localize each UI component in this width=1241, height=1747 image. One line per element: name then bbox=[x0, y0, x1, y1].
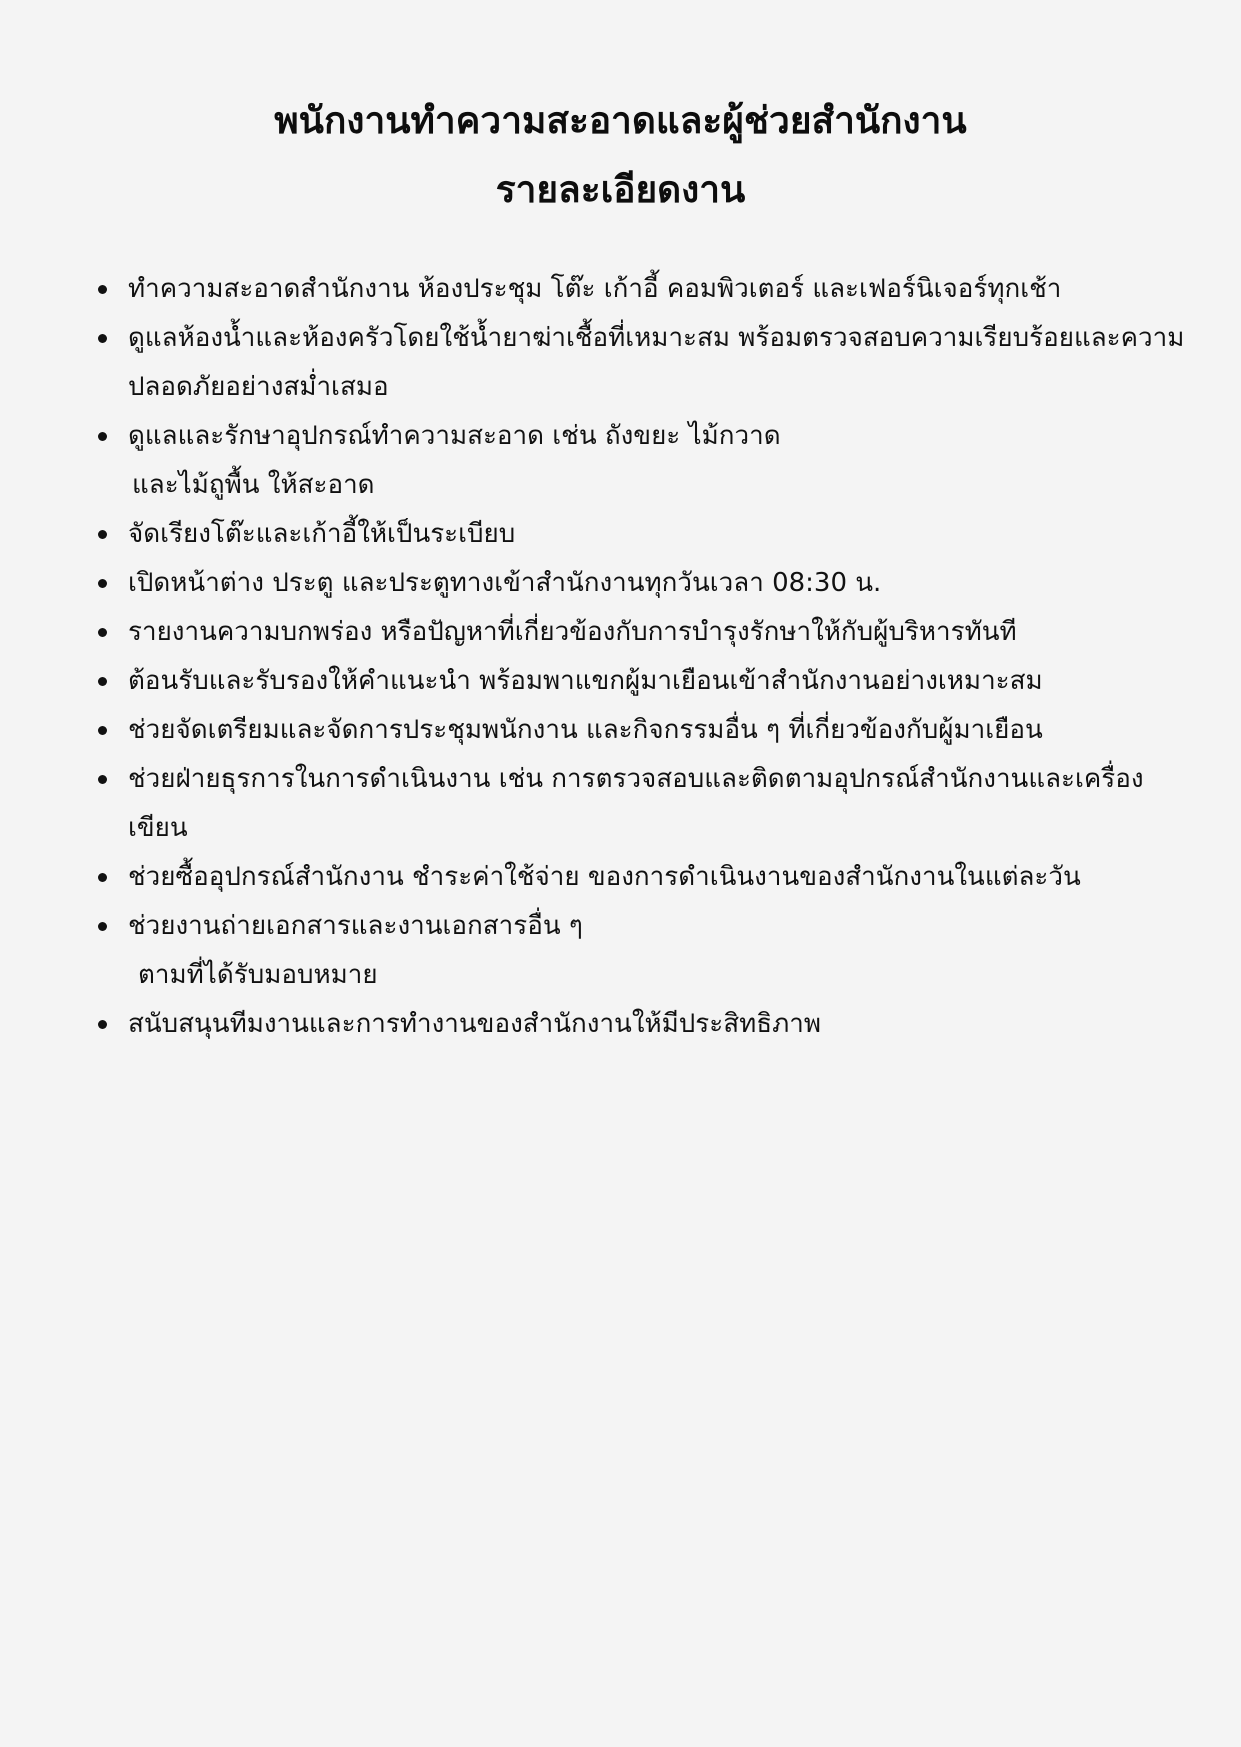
duty-text: ช่วยซื้ออุปกรณ์สำนักงาน ชำระค่าใช้จ่าย ของการดำเนินงานของสำนักงานในแต่ละวัน bbox=[128, 862, 1081, 892]
duty-text: เปิดหน้าต่าง ประตู และประตูทางเข้าสำนักงานทุกวันเวลา 08:30 น. bbox=[128, 568, 882, 598]
bullet-icon bbox=[98, 285, 107, 294]
list-item bbox=[88, 314, 1185, 412]
duty-text: ช่วยฝ่ายธุรการในการดำเนินงาน เช่น การตรวจสอบและติดตามอุปกรณ์สำนักงานและเครื่อง bbox=[128, 764, 1144, 794]
duty-text: ทำความสะอาดสำนักงาน ห้องประชุม โต๊ะ เก้าอี้ คอมพิวเตอร์ และเฟอร์นิเจอร์ทุกเช้า bbox=[128, 274, 1062, 304]
duty-text-continued: ตามที่ได้รับมอบหมาย bbox=[138, 960, 378, 990]
duty-text: ดูแลห้องน้ำและห้องครัวโดยใช้น้ำยาฆ่าเชื้อที่เหมาะสม พร้อมตรวจสอบความเรียบร้อยและความ bbox=[128, 323, 1185, 353]
bullet-icon bbox=[98, 432, 107, 441]
bullet-icon bbox=[98, 334, 107, 343]
list-item bbox=[88, 412, 1168, 510]
bullet-icon bbox=[98, 677, 107, 686]
list-item bbox=[88, 755, 1168, 853]
list-item bbox=[88, 265, 1168, 314]
bullet-icon bbox=[98, 579, 107, 588]
list-item bbox=[88, 657, 1168, 706]
bullet-icon bbox=[98, 726, 107, 735]
duty-text: รายงานความบกพร่อง หรือปัญหาที่เกี่ยวข้องกับการบำรุงรักษาให้กับผู้บริหารทันที bbox=[128, 617, 1017, 647]
list-item bbox=[88, 853, 1168, 902]
duty-text: สนับสนุนทีมงานและการทำงานของสำนักงานให้มีประสิทธิภาพ bbox=[128, 1009, 821, 1039]
document-subtitle: รายละเอียดงาน bbox=[495, 168, 746, 211]
list-item bbox=[88, 510, 1168, 559]
duty-text: ช่วยงานถ่ายเอกสารและงานเอกสารอื่น ๆ bbox=[128, 911, 583, 941]
duty-text: ต้อนรับและรับรองให้คำแนะนำ พร้อมพาแขกผู้มาเยือนเข้าสำนักงานอย่างเหมาะสม bbox=[128, 666, 1043, 696]
list-item bbox=[88, 608, 1168, 657]
bullet-icon bbox=[98, 873, 107, 882]
duty-text: จัดเรียงโต๊ะและเก้าอี้ให้เป็นระเบียบ bbox=[128, 519, 516, 549]
bullet-icon bbox=[98, 628, 107, 637]
bullet-icon bbox=[98, 1020, 107, 1029]
document-title: พนักงานทำความสะอาดและผู้ช่วยสำนักงาน bbox=[274, 99, 967, 142]
list-item bbox=[88, 559, 1168, 608]
list-item bbox=[88, 706, 1168, 755]
duty-text-continued: และไม้ถูพื้น ให้สะอาด bbox=[132, 470, 375, 500]
title-block bbox=[0, 86, 1241, 224]
list-item bbox=[88, 1000, 1168, 1049]
duty-text-continued: เขียน bbox=[128, 813, 188, 843]
duty-text-continued: ปลอดภัยอย่างสม่ำเสมอ bbox=[128, 372, 389, 402]
bullet-icon bbox=[98, 922, 107, 931]
duty-list bbox=[88, 265, 1185, 1049]
duty-text: ช่วยจัดเตรียมและจัดการประชุมพนักงาน และกิจกรรมอื่น ๆ ที่เกี่ยวข้องกับผู้มาเยือน bbox=[128, 715, 1043, 745]
bullet-icon bbox=[98, 775, 107, 784]
bullet-icon bbox=[98, 530, 107, 539]
duty-text: ดูแลและรักษาอุปกรณ์ทำความสะอาด เช่น ถังขยะ ไม้กวาด bbox=[128, 421, 781, 451]
list-item bbox=[88, 902, 1168, 1000]
